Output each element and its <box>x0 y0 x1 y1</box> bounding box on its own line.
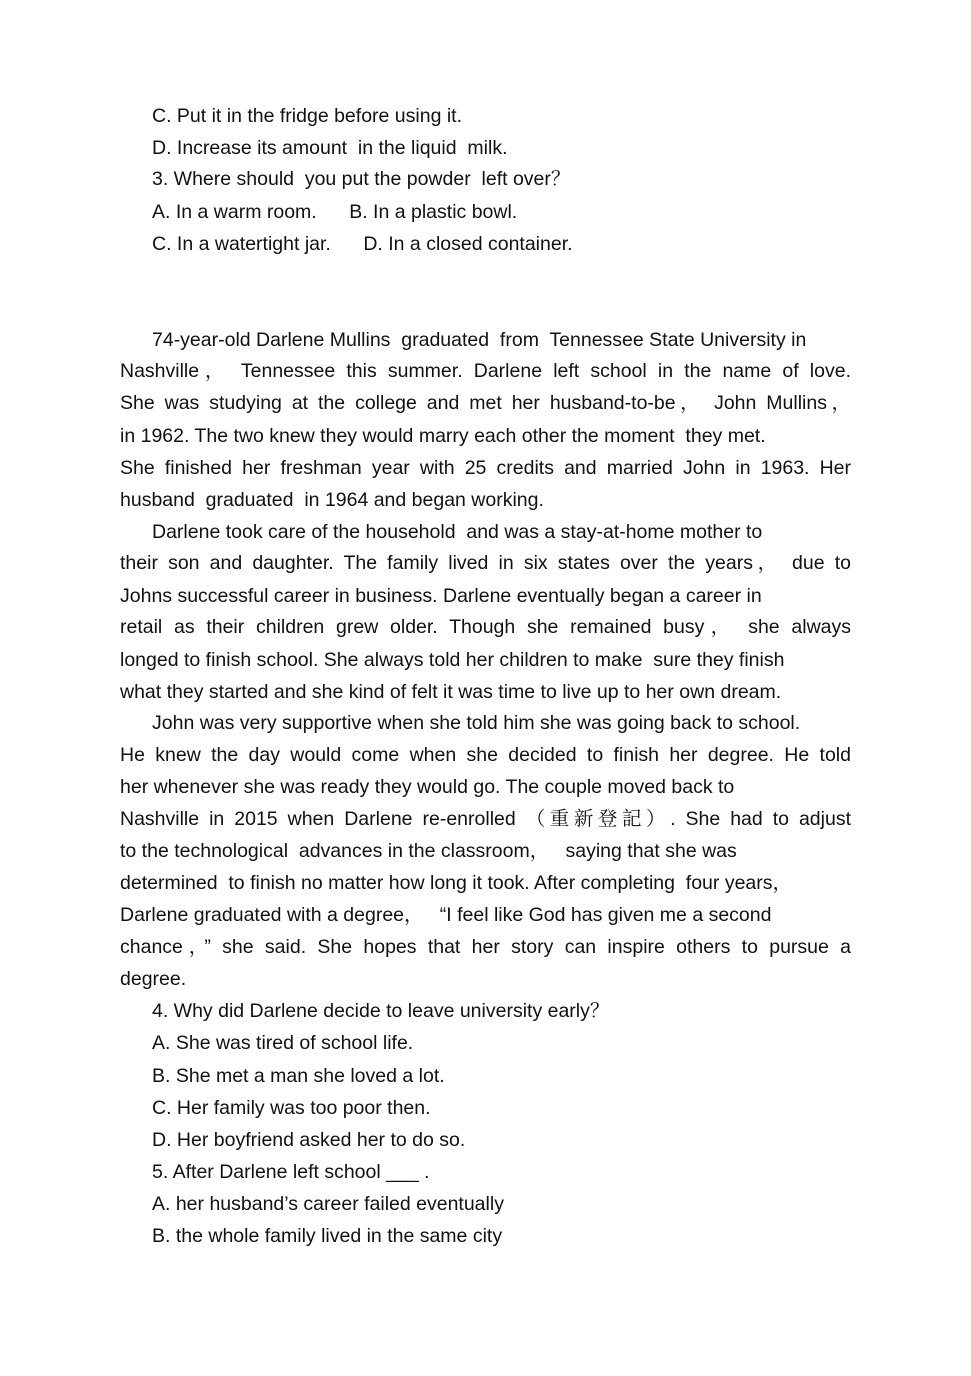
option-row: C. In a watertight jar. D. In a closed container. <box>152 233 573 255</box>
passage-line: what they started and she kind of felt it was time to live up to her own dream. <box>120 681 782 703</box>
passage-line: She was studying at the college and met her husband-to-be， John Mullins， <box>120 392 851 414</box>
passage-line: their son and daughter. The family lived in six states over the years， due to <box>120 552 851 574</box>
passage-line: Nashville， Tennessee this summer. Darlene left school in the name of love. <box>120 360 851 382</box>
option-text: C. Put it in the fridge before using it. <box>152 105 463 127</box>
passage-line: He knew the day would come when she decided to finish her degree. He told <box>120 744 851 766</box>
passage-line: chance，” she said. She hopes that her story can inspire others to pursue a <box>120 936 851 958</box>
option-text: A. She was tired of school life. <box>152 1032 414 1054</box>
passage-line: 74-year-old Darlene Mullins graduated from Tennessee State University in <box>152 329 807 351</box>
passage-line: Darlene graduated with a degree， “I feel like God has given me a second <box>120 904 772 926</box>
passage-line: to the technological advances in the classroom， saying that she was <box>120 840 737 862</box>
option-text: C. Her family was too poor then. <box>152 1097 431 1119</box>
option-text: B. She met a man she loved a lot. <box>152 1065 445 1087</box>
option-text: D. Her boyfriend asked her to do so. <box>152 1129 466 1151</box>
question-stem: 3. Where should you put the powder left over？ <box>152 168 571 190</box>
passage-line: degree. <box>120 968 187 990</box>
passage-line: her whenever she was ready they would go. The couple moved back to <box>120 776 735 798</box>
passage-line: Johns successful career in business. Darlene eventually began a career in <box>120 585 762 607</box>
option-row: A. In a warm room. B. In a plastic bowl. <box>152 201 518 223</box>
passage-line: retail as their children grew older. Though she remained busy， she always <box>120 616 851 638</box>
passage-line: Darlene took care of the household and was a stay-at-home mother to <box>152 521 763 543</box>
passage-line: John was very supportive when she told him she was going back to school. <box>152 712 801 734</box>
passage-line: in 1962. The two knew they would marry each other the moment they met. <box>120 425 766 447</box>
option-text: A. her husband’s career failed eventually <box>152 1193 504 1215</box>
passage-line: husband graduated in 1964 and began working. <box>120 489 544 511</box>
passage-line: Nashville in 2015 when Darlene re-enrolled （重新登記）. She had to adjust <box>120 808 851 830</box>
passage-line: She finished her freshman year with 25 credits and married John in 1963. Her <box>120 457 851 479</box>
option-text: D. Increase its amount in the liquid milk. <box>152 137 508 159</box>
passage-line: longed to finish school. She always told her children to make sure they finish <box>120 649 785 671</box>
question-stem: 4. Why did Darlene decide to leave university early？ <box>152 1000 610 1022</box>
question-stem: 5. After Darlene left school ___ . <box>152 1161 430 1183</box>
option-text: B. the whole family lived in the same city <box>152 1225 503 1247</box>
passage-line: determined to finish no matter how long it took. After completing four years， <box>120 872 792 894</box>
